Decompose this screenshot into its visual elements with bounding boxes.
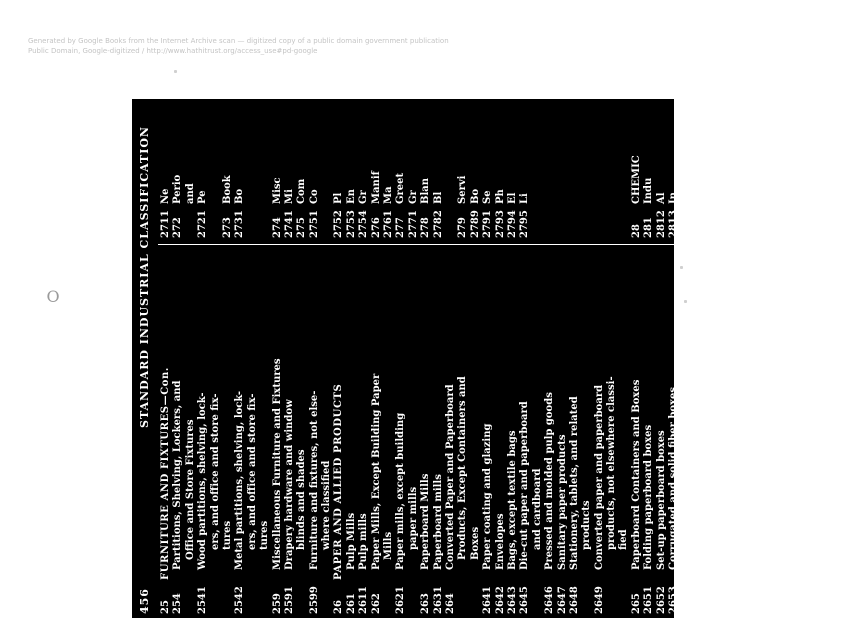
entry-code: 277 [395,217,407,238]
entry-row [705,98,717,238]
page-number: 456 [138,588,151,614]
entry-code: 2822 [804,210,816,238]
entry-title: Mi [283,189,295,204]
entry-code: 2541 [197,586,209,614]
entry-title: Pl [333,192,345,204]
entry-code: 2631 [432,586,444,614]
entry-row [234,98,246,238]
entry-code: 2654 [680,586,692,614]
entry-row [445,248,457,614]
entry-row [495,98,507,238]
entry-code: 2642 [494,586,506,614]
entry-row [247,98,259,238]
entry-title: Newspapers: Publishing, Publishing [791,367,803,570]
entry-code: 279 [457,217,469,238]
entry-title: In [668,192,680,204]
entry-row [321,98,333,238]
entry-row [420,98,432,238]
entry-row [197,248,209,614]
entry-code: 2599 [308,586,320,614]
entry-title: Co [308,189,320,204]
entry-title: Corrugated and solid fiber boxes [668,387,680,570]
entry-title: Pe [197,190,209,204]
entry-row [569,98,581,238]
entry-title: Bl [432,191,444,204]
entry-code: 2649 [593,586,605,614]
entry-title: Greet [395,172,407,204]
entry-code: 266 [717,593,729,614]
entry-code: 2794 [506,210,518,238]
entry-code: 282 [742,217,754,238]
entry-code: 2818 [705,210,717,238]
entry-row [841,98,853,238]
entry-row [804,98,816,238]
entry-code: 273 [221,217,233,238]
entry-row [383,98,395,238]
entry-title: Furniture and fixtures, not else- [308,390,320,570]
entry-code: 26 [333,600,345,614]
entry-code: 276 [370,217,382,238]
entry-title: Building paper and building [742,411,754,570]
entry-code: 2655 [692,586,704,614]
entry-title: Se [482,190,494,204]
entry-code: 2621 [395,586,407,614]
entry-row [433,98,445,238]
entry-title: tures [221,520,233,550]
entry-row [755,248,767,614]
entry-code: 281 [643,217,655,238]
entry-code: 2771 [407,210,419,238]
entry-row [544,98,556,238]
entry-title: Cy [680,190,692,204]
entry-code: 2813 [668,210,680,238]
entry-row [470,98,482,238]
entry-row [718,98,730,238]
entry-title: Mills [383,531,395,560]
entry-row [445,98,457,238]
entry-row [457,248,469,614]
entry-code: 2761 [383,210,395,238]
entry-code: 272 [172,217,184,238]
entry-code: 2641 [482,586,494,614]
entry-title: Die-cut paper and paperboard [519,401,531,570]
entry-row [742,248,754,614]
entry-row [321,248,333,614]
entry-title: Manif [370,171,382,204]
entry-title: and Printing [804,489,816,560]
entry-row [767,248,779,614]
entry-row [656,98,668,238]
entry-code: 254 [172,593,184,614]
entry-code: 2819 [717,210,729,238]
entry-row [643,248,655,614]
entry-row [482,248,494,614]
entry-row [817,98,829,238]
entry-row [631,98,643,238]
entry-title: where classified [321,460,333,550]
entry-title: Boxes [469,526,481,560]
scan-watermark-line-2: Public Domain, Google-digitized / http://www.hathitrust.org/access_use#pd-google [28,47,318,55]
scan-speck [174,70,177,73]
entry-title: Fiber cans, tubes, drums, and [692,403,704,570]
entry-code: 2793 [494,210,506,238]
entry-row [222,98,234,238]
entry-title: Bo [469,188,481,204]
entry-title: Ph [494,189,506,204]
entry-row [742,98,754,238]
entry-title: similar products [705,457,717,550]
entry-row [210,98,222,238]
entry-title: Ma [383,186,395,204]
scanned-page [132,99,853,618]
entry-title: Pressed and molded pulp goods [544,392,556,570]
entry-code: 2661 [742,586,754,614]
entry-title: Envelopes [494,513,506,570]
entry-row [618,98,630,238]
entry-code: 2815 [680,210,692,238]
entry-title: Blan [420,177,432,204]
entry-title: In [692,192,704,204]
entry-code: 2816 [692,210,704,238]
entry-code: 2542 [234,586,246,614]
entry-title: tures [259,520,271,550]
entry-row [172,248,184,614]
left-column [160,248,817,614]
entry-row [532,98,544,238]
entry-code: 2791 [482,210,494,238]
entry-row [284,248,296,614]
entry-title: Ne [160,188,171,204]
entry-row [197,98,209,238]
entry-title: Bags, except textile bags [506,430,518,570]
entry-code: 2795 [519,210,531,238]
entry-row [371,98,383,238]
entry-title: Wood partitions, shelving, lock- [197,392,209,570]
entry-row [395,98,407,238]
entry-row [296,98,308,238]
right-column [160,98,854,238]
entry-title: Bo [234,188,246,204]
entry-title: Misc [271,177,283,204]
entry-row [395,248,407,614]
entry-code: 265 [630,593,642,614]
entry-row [346,98,358,238]
margin-mark: O [46,287,60,306]
entry-code: 2721 [197,210,209,238]
entry-title: Mills [729,531,741,560]
entry-code: 2824 [841,210,853,238]
entry-title: Paper coating and glazing [482,423,494,570]
entry-row [259,248,271,614]
entry-code: 2711 [160,210,171,238]
entry-code: 2643 [506,586,518,614]
entry-row [272,98,284,238]
entry-row [594,248,606,614]
entry-code: 2651 [643,586,655,614]
entry-row [594,98,606,238]
entry-row [532,248,544,614]
entry-code: 2754 [358,210,370,238]
entry-code: 2823 [829,210,841,238]
entry-title: Al [655,192,667,204]
entry-title: Building Paper and Building Board [717,372,729,570]
entry-row [333,98,345,238]
entry-row [656,248,668,614]
entry-title: and cardboard [531,468,543,550]
entry-title: Products, Except Containers and [457,376,469,560]
entry-row [185,98,197,238]
entry-row [680,248,692,614]
entry-row [457,98,469,238]
entry-title: Paperboard Mills [420,473,432,570]
entry-code: 2591 [283,586,295,614]
running-head: STANDARD INDUSTRIAL CLASSIFICATION [138,126,151,428]
entry-title: Sanitary food containers [680,431,692,570]
entry-title: INDUSTRIES [779,490,791,570]
rotated-page-content [132,99,853,618]
entry-row [569,248,581,614]
entry-title: Gr [358,190,370,204]
entry-row [730,98,742,238]
entry-row [631,248,643,614]
entry-title: Miscellaneous Furniture and Fixtures [271,358,283,570]
entry-title: Folding paperboard boxes [643,424,655,570]
column-divider [158,244,674,245]
entry-title: Set-up paperboard boxes [655,430,667,570]
entry-row [780,248,792,614]
entry-row [581,98,593,238]
entry-row [284,98,296,238]
entry-title: Ce [829,189,841,204]
entry-row [755,98,767,238]
entry-code: 259 [271,593,283,614]
entry-code: 2752 [333,210,345,238]
entry-row [296,248,308,614]
entry-title: Sy [841,190,853,204]
entry-title: Perio [172,174,184,204]
entry-title: products [581,500,593,550]
entry-code: 278 [420,217,432,238]
entry-title: Com [296,178,308,204]
entry-row [544,248,556,614]
entry-title: Plas [742,180,754,204]
entry-title: ers, and office and store fix- [246,393,258,550]
entry-row [507,248,519,614]
entry-title: Book [221,175,233,204]
entry-row [780,98,792,238]
entry-row [792,98,804,238]
entry-row [680,98,692,238]
entry-row [309,248,321,614]
entry-code: 2812 [655,210,667,238]
entry-code: 2652 [655,586,667,614]
entry-row [705,248,717,614]
entry-title: El [506,192,518,204]
entry-row [519,248,531,614]
entry-title: Gr [407,190,419,204]
entry-title: board mills [754,486,766,550]
entry-row [606,98,618,238]
entry-code: 275 [296,217,308,238]
entry-code: 27 [767,600,779,614]
entry-row [210,248,222,614]
entry-row [433,248,445,614]
entry-row [185,248,197,614]
entry-code: 28 [630,224,642,238]
entry-title: FURNITURE AND FIXTURES—Con. [160,366,171,580]
entry-row [792,248,804,614]
entry-title: ers, and office and store fix- [209,393,221,550]
entry-title: products, not elsewhere classi- [606,376,618,550]
entry-code: 2782 [432,210,444,238]
entry-row [420,248,432,614]
entry-row [606,248,618,614]
scan-watermark-line-1: Generated by Google Books from the Internet Archive scan — digitized copy of a public domain government publication [28,37,449,45]
entry-title: Sanitary paper products [556,434,568,570]
entry-row [693,248,705,614]
entry-title: En [345,189,357,204]
entry-title: Pulp mills [358,513,370,570]
entry-row [767,98,779,238]
entry-code: 263 [420,593,432,614]
entry-title: Paperboard mills [432,474,444,570]
entry-title: Office and Store Fixtures [184,419,196,560]
entry-row [160,248,172,614]
entry-row [160,98,172,238]
entry-title: Paper Mills, Except Building Paper [370,373,382,570]
entry-row [408,248,420,614]
entry-code: 2789 [469,210,481,238]
entry-title: CHEMIC [630,155,642,204]
entry-row [507,98,519,238]
entry-row [333,248,345,614]
entry-code: 25 [160,600,171,614]
entry-row [581,248,593,614]
entry-row [247,248,259,614]
entry-title: Stationery, tablets, and related [568,396,580,570]
entry-code: 264 [444,593,456,614]
entry-row [718,248,730,614]
entry-title: Converted Paper and Paperboard [444,384,456,570]
entry-code: 262 [370,593,382,614]
entry-code: 2753 [345,210,357,238]
entry-title: Metal partitions, shelving, lock- [234,390,246,570]
entry-row [643,98,655,238]
entry-title: Pulp Mills [345,512,357,570]
entry-title: Gl [767,191,779,204]
entry-title: Servi [457,175,469,204]
entry-row [234,248,246,614]
entry-row [383,248,395,614]
entry-title: Re [754,189,766,204]
entry-row [346,248,358,614]
entry-code: 271 [791,593,803,614]
entry-code: 2821 [779,210,791,238]
entry-code: 2751 [308,210,320,238]
entry-row [557,98,569,238]
entry-row [222,248,234,614]
entry-title: In [705,192,717,204]
entry-title: Indu [643,177,655,204]
entry-row [618,248,630,614]
entry-row [309,98,321,238]
entry-row [408,98,420,238]
entry-row [259,98,271,238]
entry-title: Paperboard Containers and Boxes [630,379,642,570]
entry-title: Li [519,193,531,204]
entry-title: PAPER AND ALLIED PRODUCTS [333,383,345,580]
entry-code: 2647 [556,586,568,614]
entry-title: Partitions, Shelving, Lockers, and [172,380,184,570]
entry-row [668,248,680,614]
entry-code: 2741 [283,210,295,238]
entry-row [730,248,742,614]
entry-row [371,248,383,614]
entry-code: 2611 [358,586,370,614]
entry-row [668,98,680,238]
entry-title: In [717,192,729,204]
entry-row [519,98,531,238]
entry-title: blinds and shades [296,449,308,550]
entry-row [358,98,370,238]
entry-row [693,98,705,238]
entry-title: and [184,183,196,204]
entry-row [804,248,816,614]
entry-title: fied [618,529,630,550]
entry-row [557,248,569,614]
entry-title: Drapery hardware and window [283,399,295,570]
entry-code: 261 [345,593,357,614]
entry-title: paper mills [407,486,419,550]
entry-code: 274 [271,217,283,238]
page-header [136,99,156,618]
entry-code: 2645 [519,586,531,614]
entry-code: 2731 [234,210,246,238]
entry-row [470,248,482,614]
entry-title: PRINTING, PUBLISHING, AND ALLIED [767,340,779,580]
entry-row [358,248,370,614]
entry-row [272,248,284,614]
entry-row [482,98,494,238]
entry-title: Converted paper and paperboard [593,384,605,570]
entry-title: Sy [804,190,816,204]
entry-row [495,248,507,614]
entry-code: 2646 [544,586,556,614]
entry-title: Paper mills, except building [395,412,407,570]
entry-title: Pl [779,192,791,204]
entry-row [829,98,841,238]
entry-code: 2648 [568,586,580,614]
scan-watermark [28,36,508,56]
entry-row [172,98,184,238]
entry-code: 2653 [668,586,680,614]
